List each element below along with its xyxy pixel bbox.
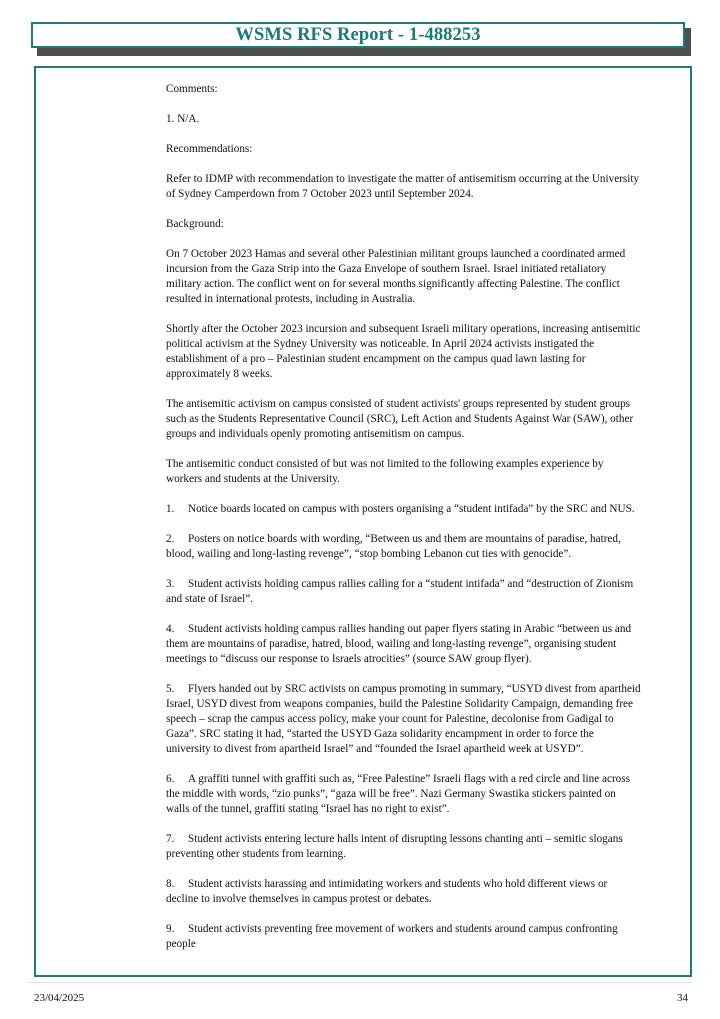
comments-heading: Comments: — [166, 83, 218, 95]
report-title: WSMS RFS Report - 1-488253 — [235, 24, 481, 45]
list-item-text: Student activists holding campus rallies handing out paper flyers stating in Arabic “between us and them are mountains of paradise, hatred, blood, wailing and long-lasting revenge”, organising student meetings to “discuss our response to Israels atrocities” (source SAW group flyer). — [166, 623, 632, 665]
list-item-text: Notice boards located on campus with posters organising a “student intifada” by the SRC and NUS. — [188, 503, 635, 515]
recommendations-text: Refer to IDMP with recommendation to investigate the matter of antisemitism occurring at the University of Sydney Camperdown from 7 October 2023 until September 2024. — [166, 173, 640, 200]
page-number: 34 — [677, 992, 688, 1004]
list-item — [166, 502, 641, 517]
background-paragraph: Shortly after the October 2023 incursion and subsequent Israeli military operations, increasing antisemitic political activism at the Sydney University was noticeable. In April 2024 activists instigated the establishment of a pro – Palestinian student encampment on the campus quad lawn lasting for approximately 8 weeks. — [166, 323, 641, 380]
comments-item: 1. N/A. — [166, 113, 200, 125]
list-item-text: A graffiti tunnel with graffiti such as, “Free Palestine” Israeli flags with a red circle and line across the middle with words, “zio punks”, “gaza will be free”. Nazi Germany Swastika stickers painted on walls of the tunnel, graffiti stating “Israel has no right to exist”. — [166, 773, 630, 815]
recommendations-heading: Recommendations: — [166, 143, 253, 155]
list-item-number: 2. — [166, 533, 175, 545]
list-item-number: 9. — [166, 923, 175, 935]
footer-date: 23/04/2025 — [34, 992, 85, 1004]
list-item-number: 1. — [166, 503, 175, 515]
list-item — [166, 922, 641, 952]
footer-divider — [28, 982, 692, 983]
list-item-text: Posters on notice boards with wording, “Between us and them are mountains of paradise, hatred, blood, wailing and long-lasting revenge”, “stop bombing Lebanon cut ties with genocide”. — [166, 533, 621, 560]
list-item-text: Student activists holding campus rallies calling for a “student intifada” and “destruction of Zionism and state of Israel”. — [166, 578, 634, 605]
list-item — [166, 832, 641, 862]
list-item — [166, 772, 641, 817]
background-paragraph: The antisemitic activism on campus consisted of student activists' groups represented by student groups such as the Students Representative Council (SRC), Left Action and Students Against War (SAW), other groups and individuals openly promoting antisemitism on campus. — [166, 398, 634, 440]
list-item-text: Student activists entering lecture halls intent of disrupting lessons chanting anti – semitic slogans preventing other students from learning. — [166, 833, 623, 860]
list-item-text: Student activists preventing free movement of workers and students around campus confronting people — [166, 923, 618, 950]
list-item-number: 6. — [166, 773, 175, 785]
list-item-number: 5. — [166, 683, 175, 695]
list-item — [166, 877, 641, 907]
background-paragraph: The antisemitic conduct consisted of but was not limited to the following examples experience by workers and students at the University. — [166, 458, 604, 485]
report-title-box — [31, 22, 685, 48]
list-item-text: Student activists harassing and intimidating workers and students who hold different views or decline to involve themselves in campus protest or debates. — [166, 878, 608, 905]
list-item — [166, 682, 641, 757]
list-item-number: 8. — [166, 878, 175, 890]
list-item-number: 4. — [166, 623, 175, 635]
background-heading: Background: — [166, 218, 224, 230]
list-item — [166, 532, 641, 562]
list-item — [166, 577, 641, 607]
list-item-number: 7. — [166, 833, 175, 845]
list-item-number: 3. — [166, 578, 175, 590]
background-paragraph: On 7 October 2023 Hamas and several other Palestinian militant groups launched a coordinated armed incursion from the Gaza Strip into the Gaza Envelope of southern Israel. Israel initiated retaliatory military action. The conflict went on for several months significantly affecting Palestine. The conflict resulted in international protests, including in Australia. — [166, 248, 626, 305]
report-body — [166, 82, 641, 967]
list-item-text: Flyers handed out by SRC activists on campus promoting in summary, “USYD divest from apartheid Israel, USYD divest from weapons companies, build the Palestine Solidarity Campaign, demanding free speech – scrap the campus access policy, make your count for Palestine, decolonise from Gadigal to Gaza”. SRC stating it had, “started the USYD Gaza solidarity encampment in order to force the university to divest from apartheid Israel” and “founded the Israel apartheid week at USYD”. — [166, 683, 641, 755]
list-item — [166, 622, 641, 667]
